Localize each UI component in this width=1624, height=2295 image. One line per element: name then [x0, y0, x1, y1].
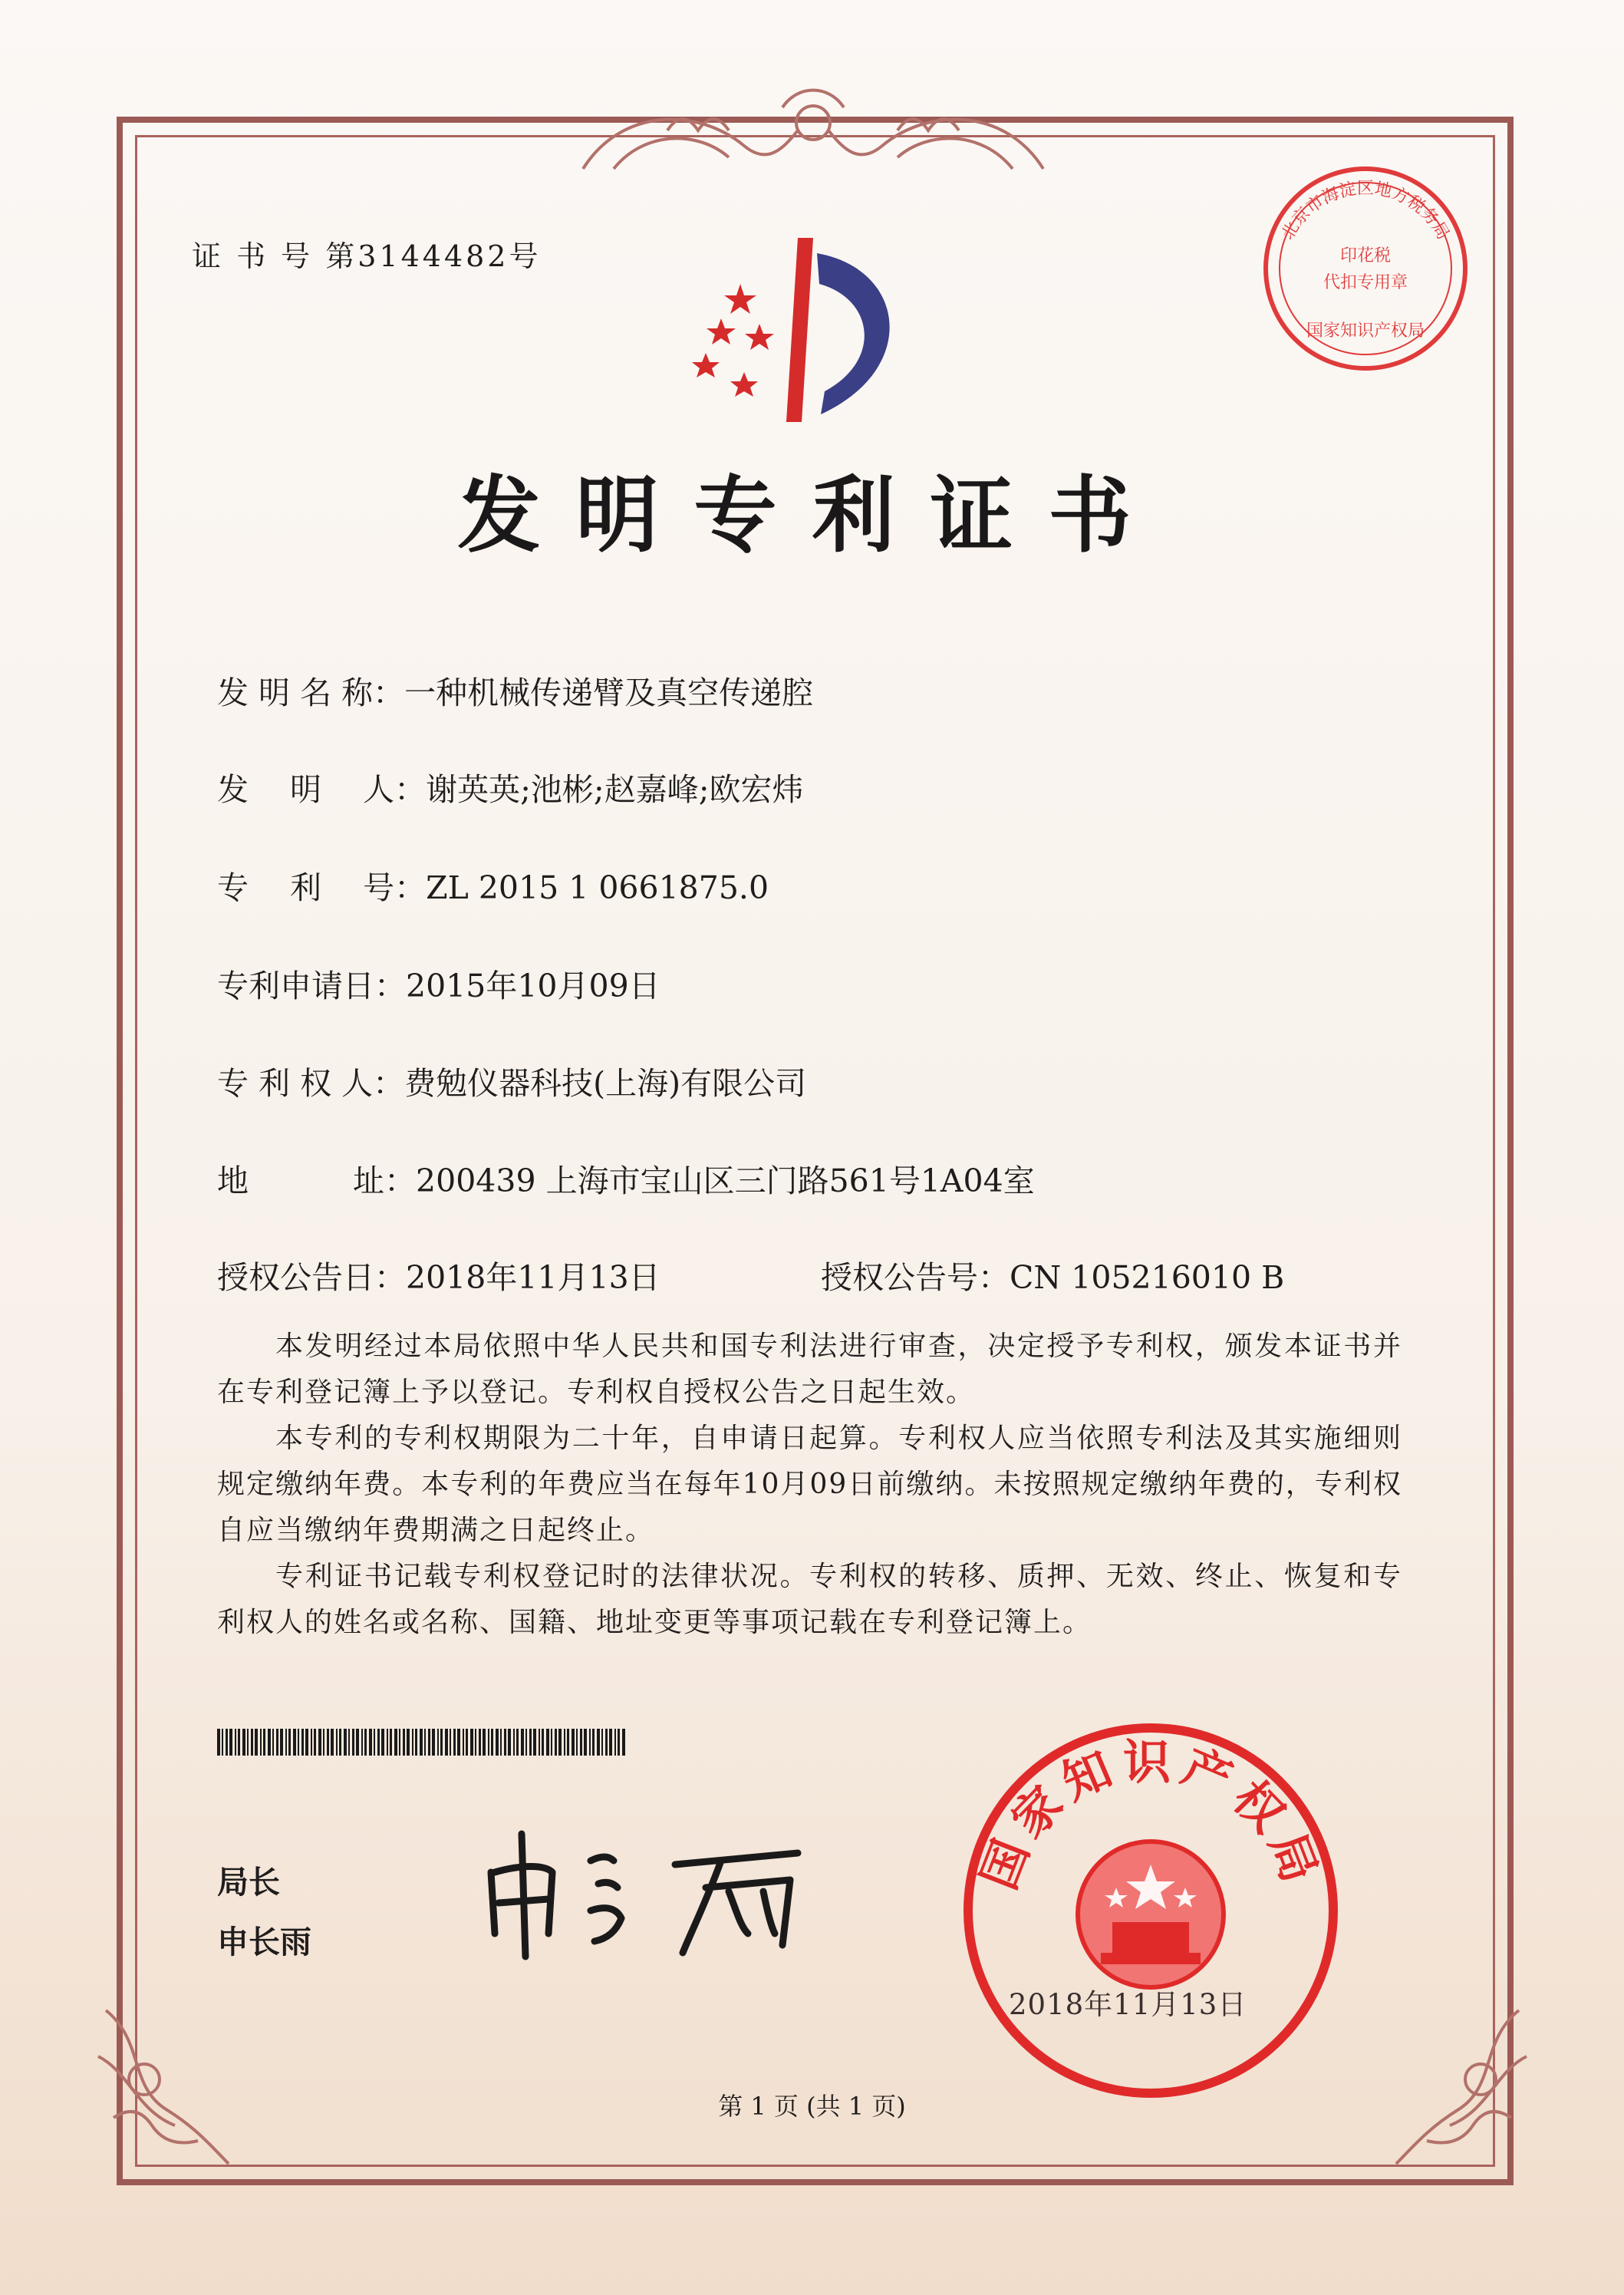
barcode-bar: [475, 1729, 476, 1756]
barcode-bar: [377, 1729, 380, 1756]
barcode-bar: [622, 1729, 625, 1756]
page-footer: 第 1 页 (共 1 页): [718, 2092, 906, 2121]
barcode-bar: [445, 1729, 448, 1756]
barcode-bar: [298, 1729, 299, 1756]
barcode-bar: [589, 1729, 591, 1756]
field-patentee: [217, 1058, 806, 1103]
barcode-bar: [255, 1729, 258, 1756]
barcode-bar: [415, 1729, 417, 1756]
barcode-bar: [584, 1729, 587, 1756]
barcode-bar: [301, 1729, 304, 1756]
barcode-bar: [260, 1729, 262, 1756]
field-label: 专利申请日：: [217, 968, 406, 1004]
bottom-left-ornament: [83, 1995, 244, 2171]
barcode-bar: [496, 1729, 499, 1756]
field-value: 200439 上海市宝山区三门路561号1A04室: [416, 1162, 1035, 1199]
director-title: 局长: [217, 1864, 280, 1901]
barcode-bar: [463, 1729, 464, 1756]
barcode-bar: [412, 1729, 413, 1756]
patent-office-emblem-icon: [675, 238, 936, 422]
barcode-bar: [288, 1729, 291, 1756]
barcode-bar: [399, 1729, 400, 1756]
official-seal: [959, 1719, 1342, 2102]
field-label: 专 利 权 人：: [217, 1065, 405, 1102]
barcode-bar: [601, 1729, 603, 1756]
bottom-right-ornament: [1381, 1995, 1542, 2171]
field-address: [217, 1156, 1035, 1201]
barcode-bar: [437, 1729, 439, 1756]
barcode-bar: [336, 1729, 338, 1756]
field-value: 2015年10月09日: [406, 968, 660, 1004]
certificate-paragraph: 本发明经过本局依照中华人民共和国专利法进行审查，决定授予专利权，颁发本证书并在专利登记簿上予以登记。专利权自授权公告之日起生效。: [217, 1331, 1402, 1408]
barcode-bar: [285, 1729, 287, 1756]
field-value: CN 105216010 B: [1010, 1259, 1285, 1296]
barcode-bar: [529, 1729, 532, 1756]
barcode-bar: [251, 1729, 253, 1756]
barcode-bar: [432, 1729, 435, 1756]
barcode-bar: [521, 1729, 524, 1756]
field-grant-announcement-number: [821, 1252, 1284, 1298]
field-grant-announcement-date: [217, 1252, 660, 1298]
barcode-bar: [424, 1729, 426, 1756]
barcode-bar: [555, 1729, 557, 1756]
barcode-bar: [546, 1729, 549, 1756]
certificate-title: 发明专利证书: [457, 468, 1167, 564]
field-value: ZL 2015 1 0661875.0: [426, 869, 769, 906]
barcode-bar: [356, 1729, 359, 1756]
certificate-paragraph: 本专利的专利权期限为二十年，自申请日起算。专利权人应当依照专利法及其实施细则规定缴纳年费。本专利的年费应当在每年10月09日前缴纳。未按照规定缴纳年费的，专利权自应当缴纳年费期满之日起终止。: [217, 1423, 1402, 1546]
field-label: 发 明 名 称：: [217, 674, 405, 711]
barcode-bar: [226, 1729, 228, 1756]
director-name: 申长雨: [217, 1924, 311, 1960]
barcode-bar: [618, 1729, 620, 1756]
barcode-bar: [533, 1729, 536, 1756]
barcode-bar: [229, 1729, 232, 1756]
barcode-bar: [242, 1729, 245, 1756]
field-label: 专 利 号：: [217, 869, 427, 906]
barcode-bar: [387, 1729, 388, 1756]
barcode-bar: [403, 1729, 405, 1756]
barcode: [217, 1729, 628, 1756]
barcode-bar: [551, 1729, 552, 1756]
barcode-bar: [576, 1729, 578, 1756]
barcode-bar: [500, 1729, 502, 1756]
barcode-bar: [572, 1729, 575, 1756]
barcode-bar: [268, 1729, 271, 1756]
barcode-bar: [525, 1729, 527, 1756]
barcode-bar: [479, 1729, 481, 1756]
barcode-bar: [450, 1729, 451, 1756]
barcode-bar: [420, 1729, 423, 1756]
tax-stamp-inner-text-1: 印花税: [1339, 246, 1392, 265]
barcode-bar: [504, 1729, 506, 1756]
field-filing-date: [217, 961, 660, 1006]
barcode-bar: [369, 1729, 372, 1756]
barcode-bar: [614, 1729, 616, 1756]
barcode-bar: [217, 1729, 220, 1756]
field-inventors: [217, 764, 804, 810]
certificate-number: 证 书 号 第3144482号: [192, 239, 542, 273]
barcode-bar: [457, 1729, 460, 1756]
barcode-bar: [470, 1729, 473, 1756]
barcode-bar: [440, 1729, 443, 1756]
barcode-bar: [567, 1729, 569, 1756]
director-signature: [476, 1819, 821, 1964]
barcode-bar: [407, 1729, 410, 1756]
barcode-bar: [311, 1729, 312, 1756]
tax-stamp-inner-text-2: 代扣专用章: [1323, 273, 1408, 292]
field-label: 授权公告日：: [217, 1259, 406, 1296]
barcode-bar: [513, 1729, 515, 1756]
field-value: 2018年11月13日: [406, 1259, 660, 1296]
certificate-paragraph: 专利证书记载专利权登记时的法律状况。专利权的转移、质押、无效、终止、恢复和专利权人的姓名或名称、国籍、地址变更等事项记载在专利登记簿上。: [217, 1561, 1402, 1638]
field-label: 地 址：: [217, 1162, 417, 1199]
barcode-bar: [453, 1729, 456, 1756]
barcode-bar: [331, 1729, 334, 1756]
barcode-bar: [466, 1729, 468, 1756]
barcode-bar: [491, 1729, 493, 1756]
barcode-bar: [609, 1729, 612, 1756]
field-value: 一种机械传递臂及真空传递腔: [404, 674, 814, 711]
barcode-bar: [361, 1729, 363, 1756]
barcode-bar: [318, 1729, 321, 1756]
barcode-bar: [235, 1729, 236, 1756]
barcode-bar: [516, 1729, 519, 1756]
field-value: 谢英英;池彬;赵嘉峰;欧宏炜: [426, 771, 804, 808]
barcode-bar: [293, 1729, 296, 1756]
barcode-bar: [483, 1729, 486, 1756]
barcode-bar: [390, 1729, 392, 1756]
barcode-bar: [323, 1729, 324, 1756]
barcode-bar: [542, 1729, 544, 1756]
seal-date: 2018年11月13日: [1009, 1988, 1247, 2021]
tax-stamp-bottom-text: 国家知识产权局: [1306, 321, 1425, 341]
barcode-bar: [272, 1729, 274, 1756]
field-label: 授权公告号：: [821, 1259, 1010, 1296]
barcode-bar: [352, 1729, 354, 1756]
barcode-bar: [344, 1729, 347, 1756]
barcode-bar: [539, 1729, 540, 1756]
barcode-bar: [394, 1729, 397, 1756]
barcode-bar: [364, 1729, 367, 1756]
barcode-bar: [263, 1729, 265, 1756]
barcode-bar: [222, 1729, 223, 1756]
barcode-bar: [605, 1729, 608, 1756]
barcode-bar: [276, 1729, 278, 1756]
field-invention-name: [217, 668, 813, 713]
tax-stamp: [1258, 161, 1473, 376]
barcode-bar: [327, 1729, 329, 1756]
barcode-bar: [247, 1729, 249, 1756]
barcode-bar: [558, 1729, 562, 1756]
barcode-bar: [597, 1729, 600, 1756]
top-ornament: [552, 77, 1074, 192]
barcode-bar: [428, 1729, 430, 1756]
field-label: 发 明 人：: [217, 771, 427, 808]
barcode-bar: [508, 1729, 511, 1756]
barcode-bar: [280, 1729, 283, 1756]
barcode-bar: [592, 1729, 595, 1756]
barcode-bar: [314, 1729, 316, 1756]
barcode-bar: [348, 1729, 350, 1756]
barcode-bar: [381, 1729, 384, 1756]
tax-stamp-outer-text: 北京市海淀区地方税务局: [1278, 179, 1453, 243]
barcode-bar: [238, 1729, 240, 1756]
seal-text: 国家知识产权局: [970, 1734, 1331, 1898]
barcode-bar: [564, 1729, 565, 1756]
field-value: 费勉仪器科技(上海)有限公司: [404, 1065, 807, 1102]
barcode-bar: [374, 1729, 375, 1756]
barcode-bar: [305, 1729, 308, 1756]
barcode-bar: [339, 1729, 341, 1756]
barcode-bar: [580, 1729, 582, 1756]
field-patent-number: [217, 862, 769, 908]
barcode-bar: [488, 1729, 489, 1756]
